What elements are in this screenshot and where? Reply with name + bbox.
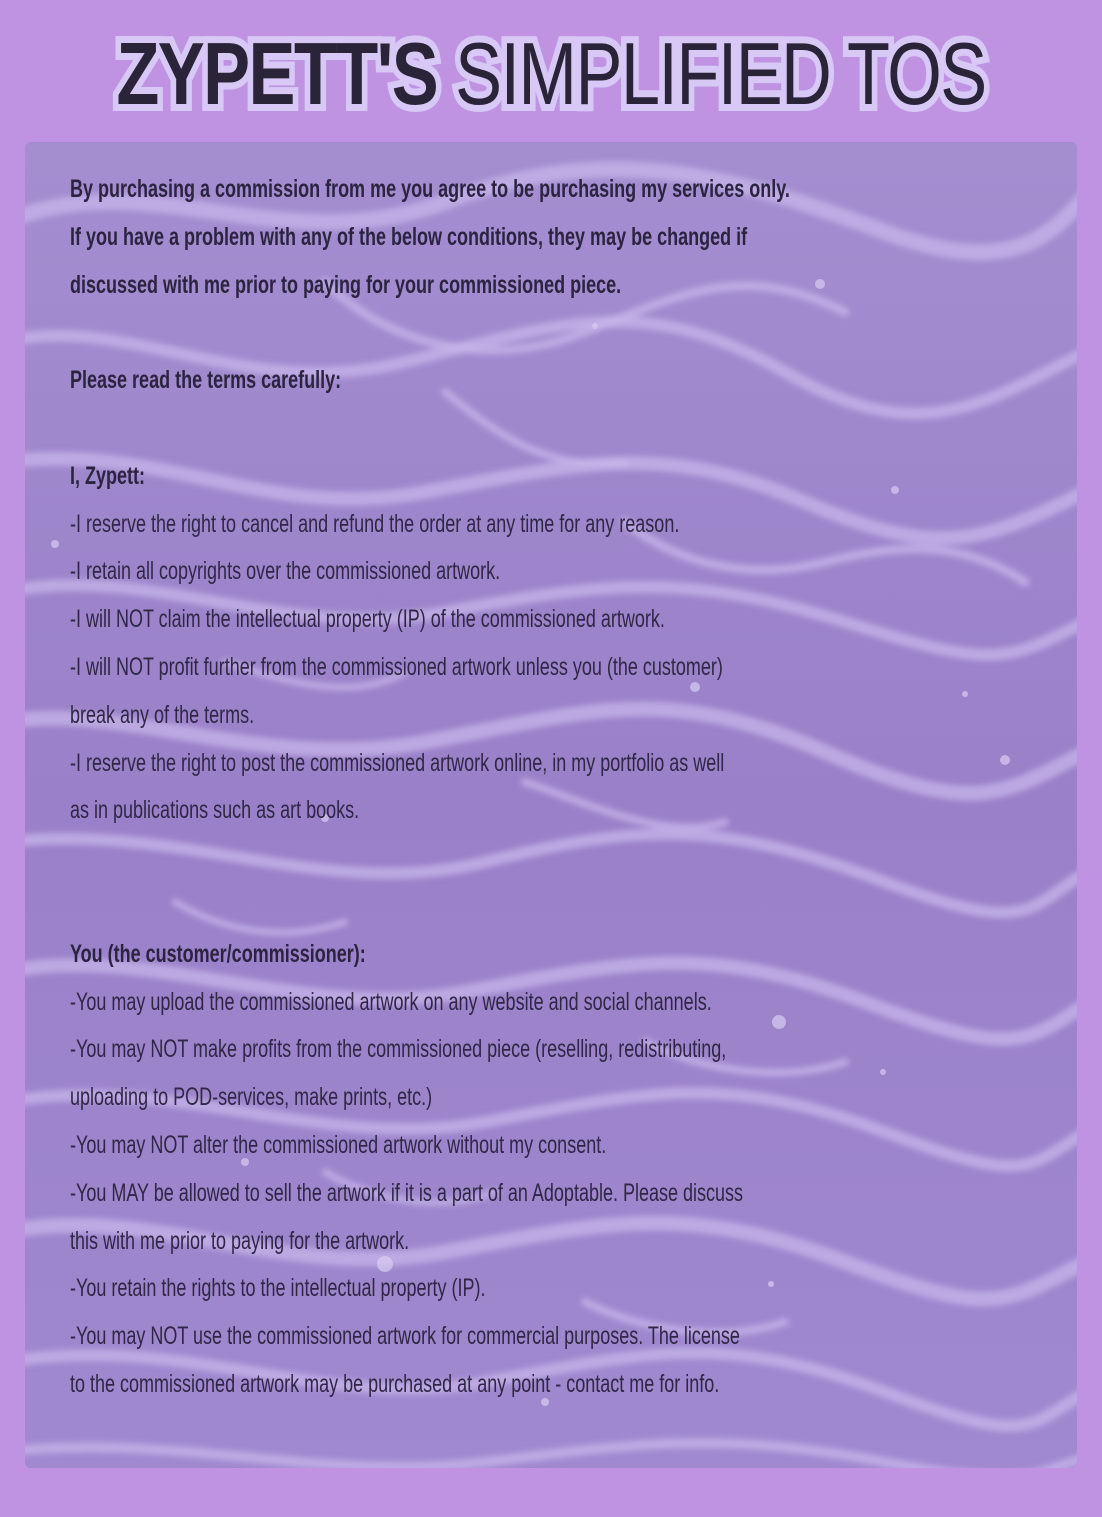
artist-term-line: -I reserve the right to post the commissioned artwork online, in my portfolio as well (70, 748, 725, 777)
page-title (110, 22, 992, 126)
customer-term-line: this with me prior to paying for the artwork. (70, 1226, 410, 1255)
artist-term-line: break any of the terms. (70, 700, 255, 729)
read-carefully-heading: Please read the terms carefully: (70, 366, 342, 395)
artist-term-line: as in publications such as art books. (70, 796, 360, 825)
artist-term-line: -I reserve the right to cancel and refund the order at any time for any reason. (70, 509, 680, 538)
intro-line-1: By purchasing a commission from me you agree to be purchasing my services only. (70, 175, 790, 203)
customer-term-line: -You retain the rights to the intellectual property (IP). (70, 1274, 486, 1303)
intro-line-3: discussed with me prior to paying for your commissioned piece. (70, 270, 622, 299)
customer-term-line: -You MAY be allowed to sell the artwork if it is a part of an Adoptable. Please discuss (70, 1178, 744, 1207)
customer-term-line: uploading to POD-services, make prints, etc.) (70, 1083, 433, 1112)
artist-term-line: -I will NOT profit further from the commissioned artwork unless you (the customer) (70, 652, 723, 681)
artist-section-heading: I, Zypett: (70, 461, 146, 490)
customer-term-line: -You may NOT alter the commissioned artwork without my consent. (70, 1130, 607, 1159)
customer-term-line: -You may NOT make profits from the commissioned piece (reselling, redistributing, (70, 1035, 727, 1064)
title-light-part: SIMPLIFIED TOS (455, 24, 986, 123)
terms-panel (25, 142, 1077, 1468)
customer-section-heading: You (the customer/commissioner): (70, 939, 366, 968)
artist-term-line: -I will NOT claim the intellectual property (IP) of the commissioned artwork. (70, 605, 665, 634)
customer-term-line: -You may NOT use the commissioned artwork for commercial purposes. The license (70, 1322, 740, 1351)
artist-term-line: -I retain all copyrights over the commissioned artwork. (70, 557, 501, 586)
intro-line-2: If you have a problem with any of the below conditions, they may be changed if (70, 222, 748, 251)
customer-term-line: -You may upload the commissioned artwork on any website and social channels. (70, 987, 712, 1016)
terms-content (70, 166, 1050, 1409)
title-bold-part: ZYPETT'S (116, 24, 438, 123)
customer-term-line: to the commissioned artwork may be purchased at any point - contact me for info. (70, 1369, 720, 1398)
